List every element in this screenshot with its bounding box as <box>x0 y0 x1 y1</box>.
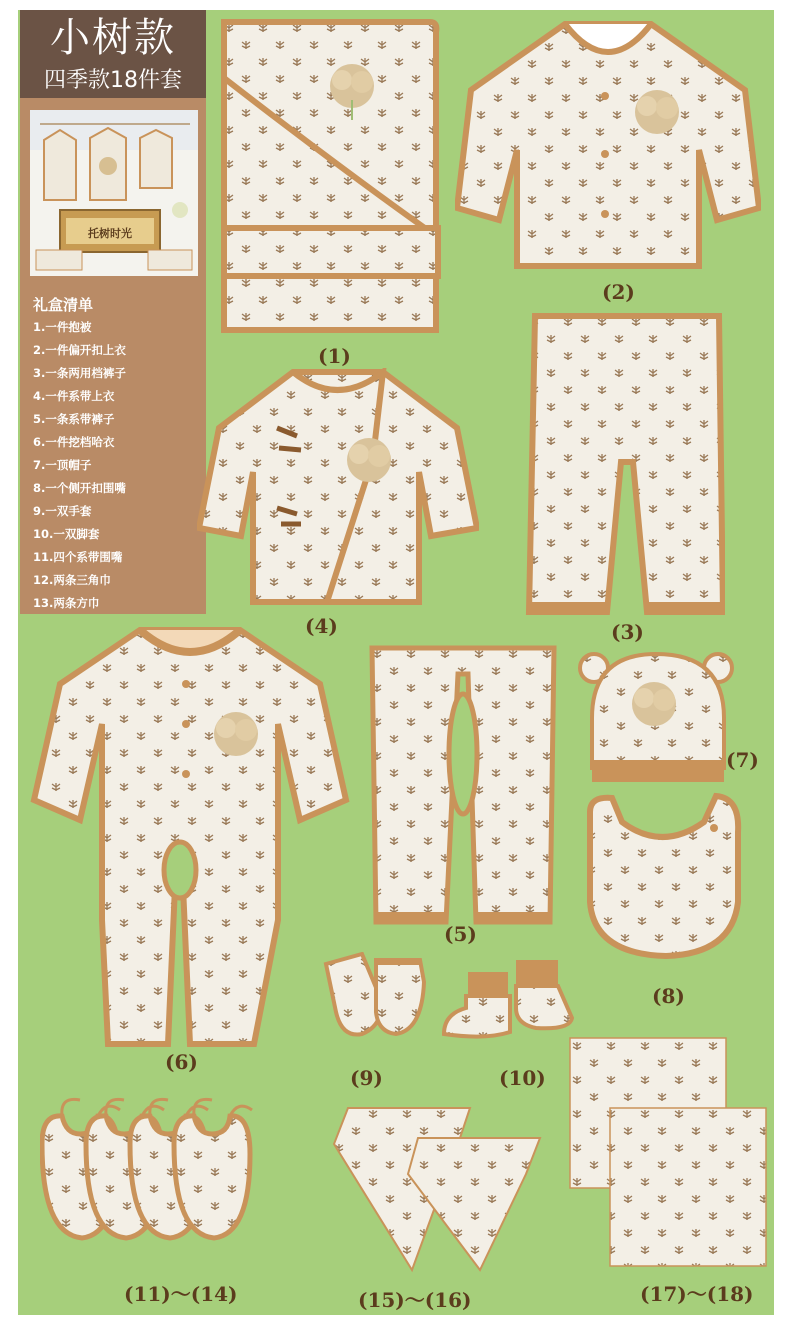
label-8: (8) <box>652 984 685 1008</box>
gift-list-item: 5.一条系带裤子 <box>33 412 115 426</box>
product-subtitle: 四季款18件套 <box>20 67 206 98</box>
gift-list <box>33 316 126 615</box>
label-17-18: (17)～(18) <box>640 1282 754 1306</box>
gift-box-logo-text: 托树时光 <box>88 227 132 240</box>
tie-top-image <box>197 368 479 608</box>
booties-image <box>440 958 578 1042</box>
label-15-16: (15)～(16) <box>358 1288 472 1312</box>
gift-list-item: 13.两条方巾 <box>33 596 100 610</box>
triangle-scarves-image <box>330 1104 544 1274</box>
gift-list-item: 12.两条三角巾 <box>33 573 111 587</box>
gift-list-item: 11.四个系带围嘴 <box>33 550 123 564</box>
label-7: (7) <box>726 748 759 772</box>
label-5: (5) <box>444 922 477 946</box>
label-2: (2) <box>602 280 635 304</box>
label-9: (9) <box>350 1066 383 1090</box>
gift-list-item: 3.一条两用档裤子 <box>33 366 126 380</box>
label-4: (4) <box>305 614 338 638</box>
hat-image <box>578 648 736 786</box>
product-title: 小树款 <box>20 10 206 67</box>
gift-list-item: 2.一件偏开扣上衣 <box>33 343 126 357</box>
label-3: (3) <box>611 620 644 644</box>
label-11-14: (11)～(14) <box>124 1282 238 1306</box>
gift-list-item: 10.一双脚套 <box>33 527 100 541</box>
gift-list-item: 1.一件抱被 <box>33 320 92 334</box>
side-button-bib-image <box>582 792 744 962</box>
label-10: (10) <box>499 1066 546 1090</box>
romper-image <box>30 624 350 1054</box>
tie-bibs-image <box>40 1094 298 1244</box>
gift-list-item: 7.一顶帽子 <box>33 458 92 472</box>
gift-list-item: 4.一件系带上衣 <box>33 389 115 403</box>
tie-pants-image <box>368 644 558 926</box>
swaddle-blanket-image <box>220 18 442 336</box>
side-button-top-image <box>455 20 761 272</box>
dual-use-pants-image <box>525 312 725 618</box>
mittens-image <box>322 952 428 1040</box>
gift-box-photo <box>30 110 198 276</box>
gift-list-item: 9.一双手套 <box>33 504 92 518</box>
gift-list-item: 6.一件挖档哈衣 <box>33 435 115 449</box>
gift-list-item: 8.一个侧开扣围嘴 <box>33 481 126 495</box>
label-6: (6) <box>165 1050 198 1074</box>
square-towels-image <box>568 1036 768 1270</box>
label-1: (1) <box>318 344 351 368</box>
gift-list-title: 礼盒清单 <box>33 296 94 314</box>
